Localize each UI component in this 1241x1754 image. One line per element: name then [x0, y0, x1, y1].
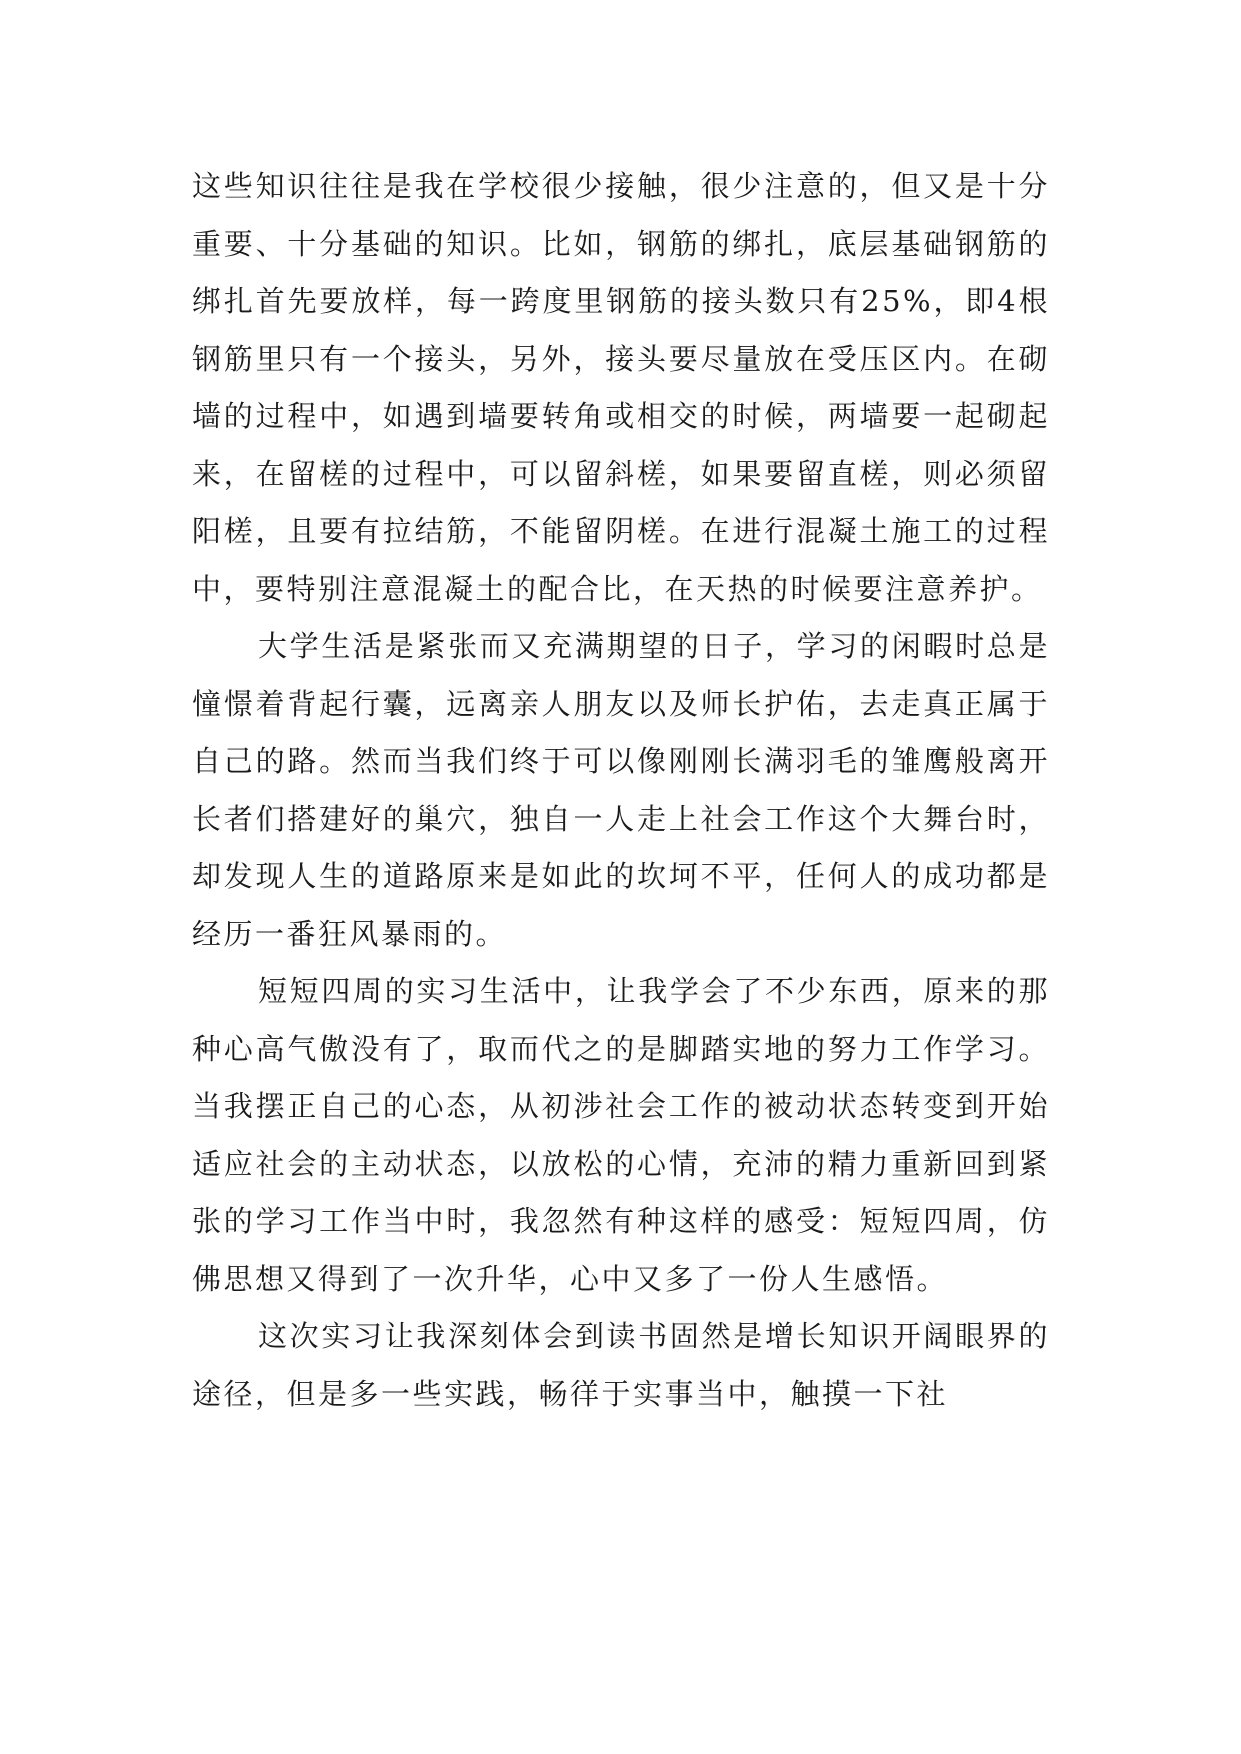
- paragraph-continuation: 这些知识往往是我在学校很少接触，很少注意的，但又是十分重要、十分基础的知识。比如，钢筋的绑扎，底层基础钢筋的绑扎首先要放样，每一跨度里钢筋的接头数只有25%，即4根钢筋里只有一个接头，另外，接头要尽量放在受压区内。在砌墙的过程中，如遇到墙要转角或相交的时候，两墙要一起砌起来，在留槎的过程中，可以留斜槎，如果要留直槎，则必须留阳槎，且要有拉结筋，不能留阴槎。在进行混凝土施工的过程中，要特别注意混凝土的配合比，在天热的时候要注意养护。: [192, 169, 1050, 606]
- paragraph-internship-reflection: 这次实习让我深刻体会到读书固然是增长知识开阔眼界的途径，但是多一些实践，畅徉于实事当中，触摸一下社: [192, 1319, 1050, 1411]
- paragraph-university-life: 大学生活是紧张而又充满期望的日子，学习的闲暇时总是憧憬着背起行囊，远离亲人朋友以及师长护佑，去走真正属于自己的路。然而当我们终于可以像刚刚长满羽毛的雏鹰般离开长者们搭建好的巢穴，独自一人走上社会工作这个大舞台时，却发现人生的道路原来是如此的坎坷不平，任何人的成功都是经历一番狂风暴雨的。: [192, 629, 1050, 951]
- paragraph-four-weeks-internship: 短短四周的实习生活中，让我学会了不少东西，原来的那种心高气傲没有了，取而代之的是脚踏实地的努力工作学习。当我摆正自己的心态，从初涉社会工作的被动状态转变到开始适应社会的主动状态，以放松的心情，充沛的精力重新回到紧张的学习工作当中时，我忽然有种这样的感受：短短四周，仿佛思想又得到了一次升华，心中又多了一份人生感悟。: [192, 974, 1050, 1296]
- document-body: [192, 158, 1050, 1423]
